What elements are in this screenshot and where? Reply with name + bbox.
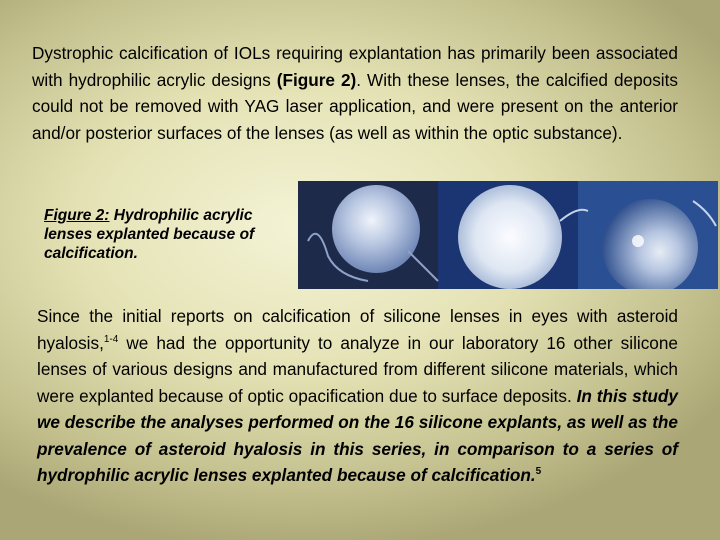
- figure-caption: [44, 206, 296, 263]
- figure-reference: (Figure 2): [276, 69, 357, 90]
- para1-text-start: Dystrophic calcification of IOLs requiring explantation has primarily been associated with hydrophilic acrylic designs: [32, 43, 678, 90]
- paragraph-silicone-study: [37, 303, 678, 489]
- paragraph-calcification-intro: [32, 40, 678, 146]
- figure-caption-text: Hydrophilic acrylic lenses explanted because of calcification.: [44, 207, 255, 262]
- para2-text-middle: we had the opportunity to analyze in our laboratory 16 other silicone lenses of various designs and manufactured from different silicone materials, which were explanted because of optic opacification due to surface deposits.: [37, 332, 678, 406]
- figure-label: Figure 2:: [44, 207, 110, 224]
- para1-text-end: . With these lenses, the calcified deposits could not be removed with YAG laser application, and were present on the anterior and/or posterior surfaces of the lenses (as well as within the optic substance).: [32, 69, 678, 143]
- explanted-lenses-photo: [298, 181, 718, 289]
- citation-1-4: 1-4: [103, 333, 119, 345]
- citation-5: 5: [535, 466, 542, 477]
- para2-text-start: Since the initial reports on calcification of silicone lenses in eyes with asteroid hyalosis,: [37, 306, 678, 353]
- explanted-lenses-image: [298, 181, 718, 289]
- study-description: In this study we describe the analyses performed on the 16 silicone explants, as well as the prevalence of asteroid hyalosis in this series, in comparison to a series of hydrophilic acrylic lenses explanted because of calcification.: [37, 385, 678, 485]
